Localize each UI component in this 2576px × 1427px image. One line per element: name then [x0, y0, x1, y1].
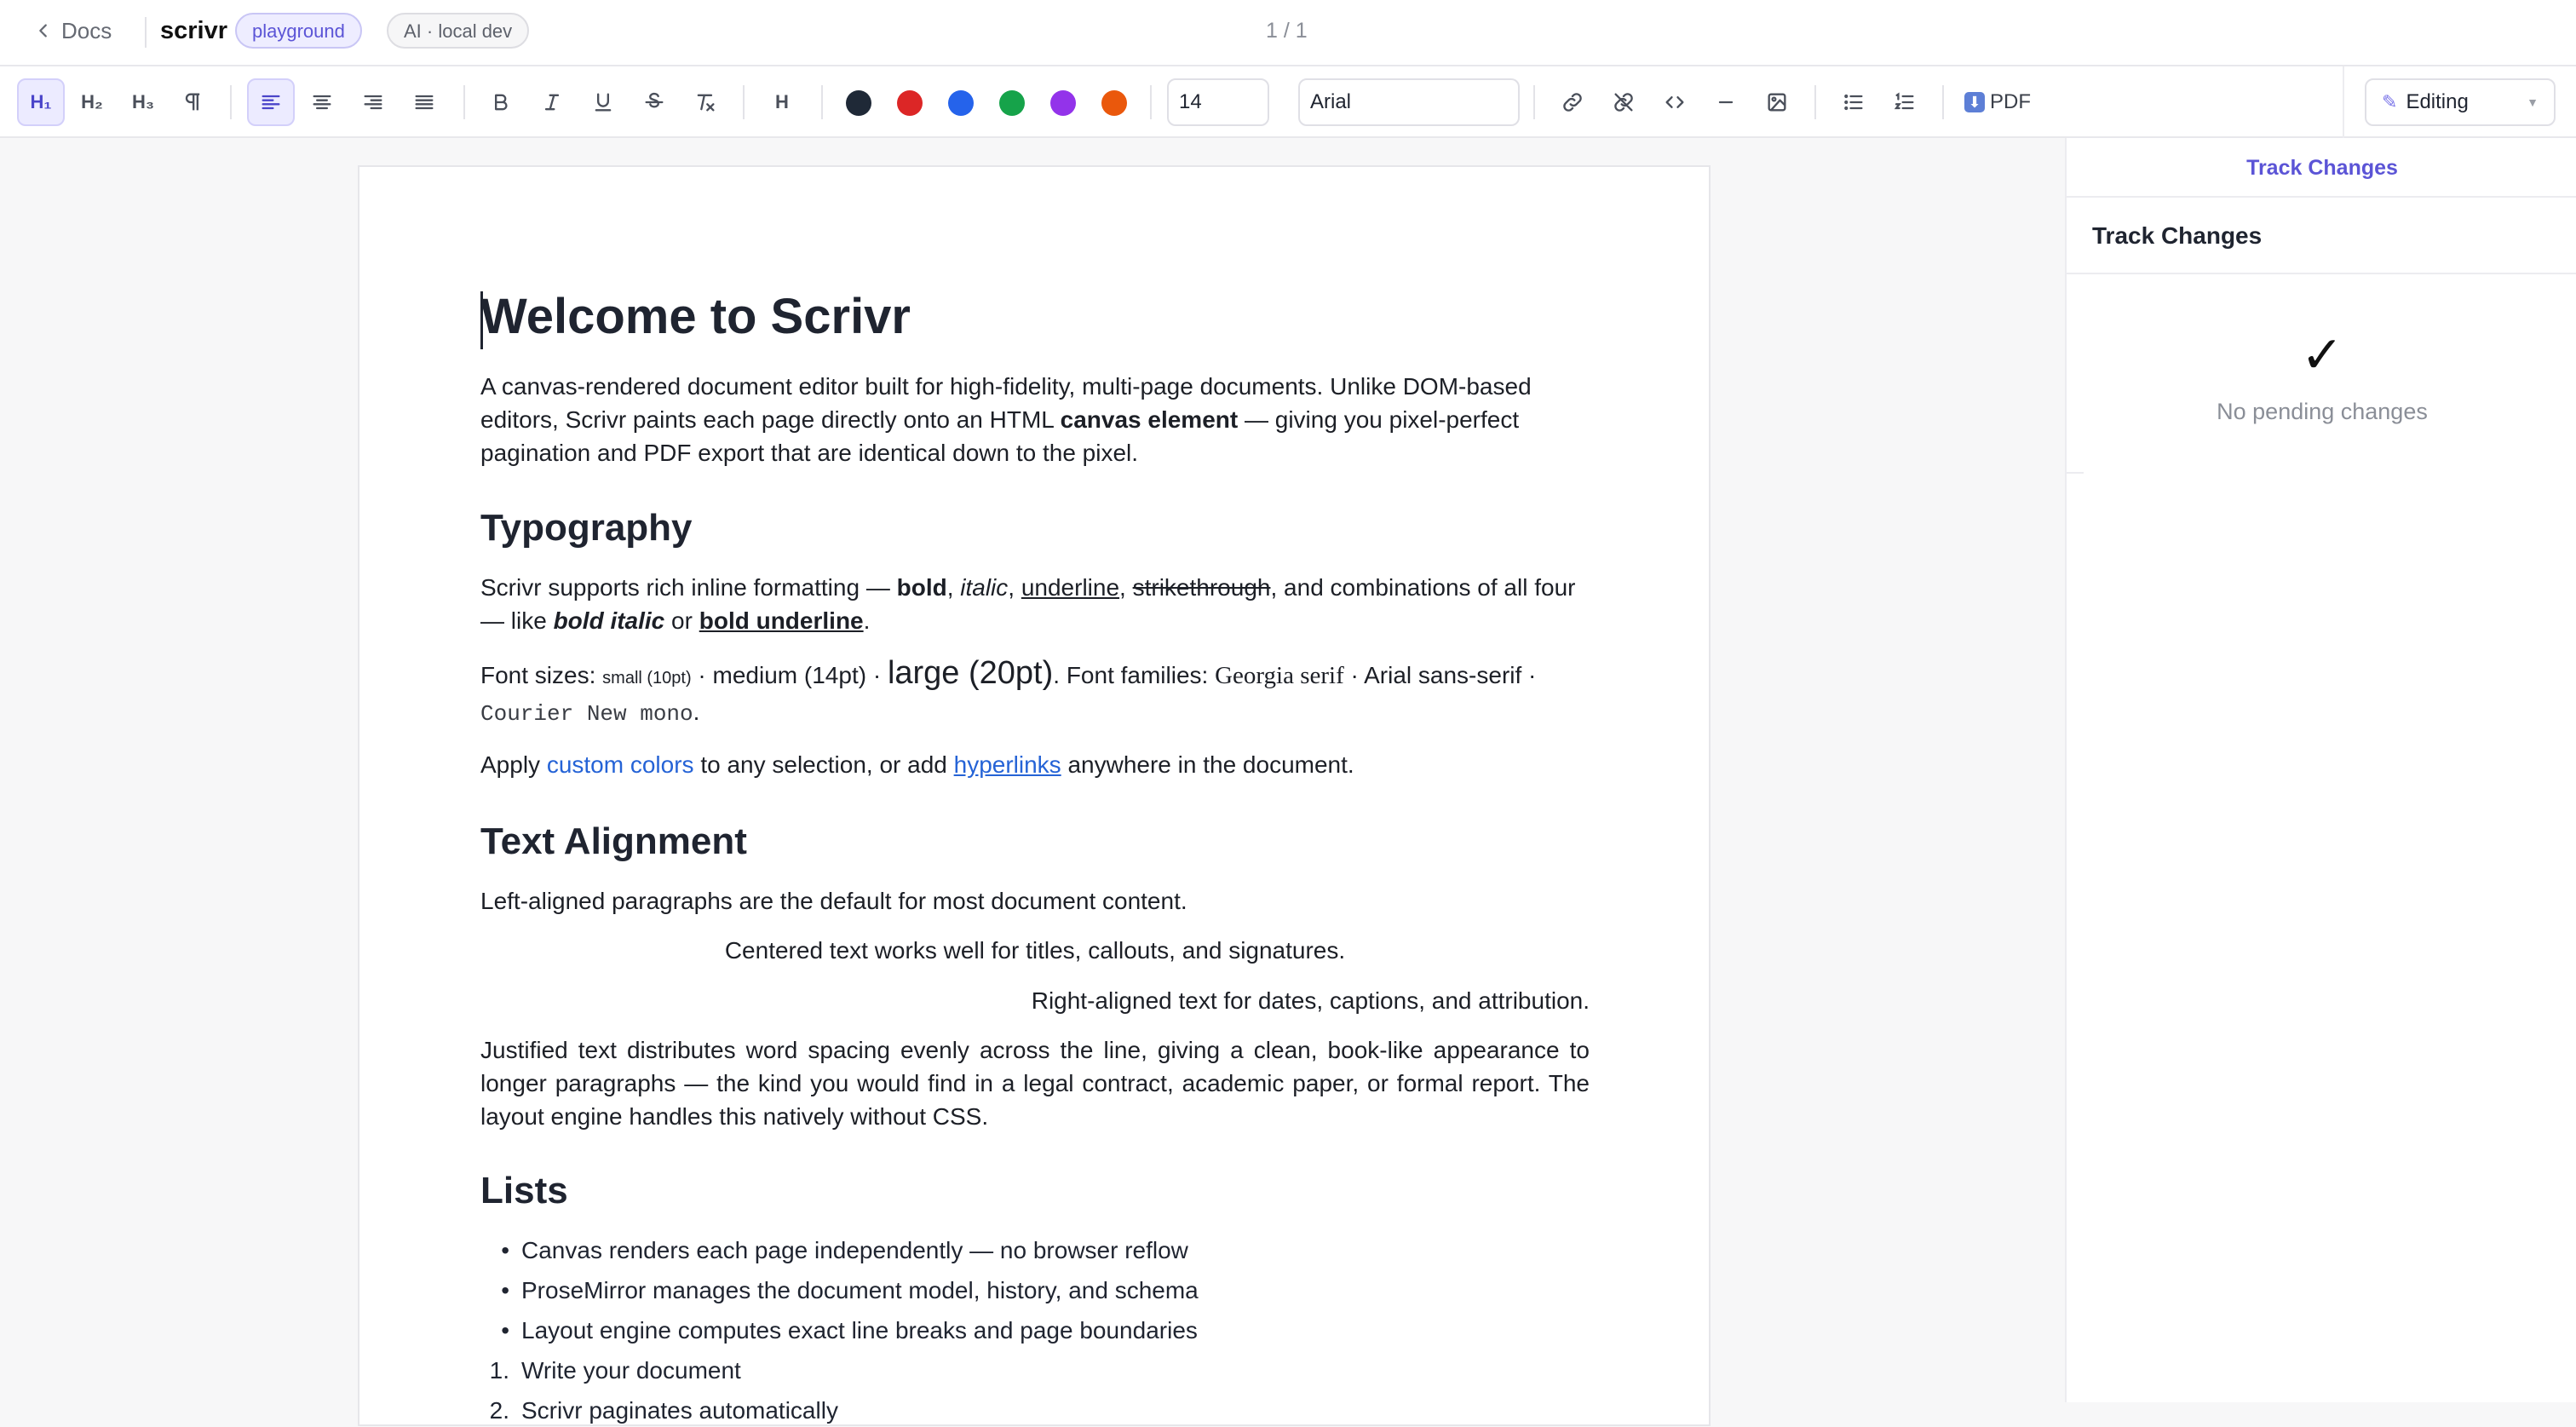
remove-link-button[interactable]	[1600, 78, 1647, 126]
page-indicator: 1 / 1	[1266, 19, 1308, 43]
italic-icon	[540, 90, 564, 114]
color-swatch-purple[interactable]	[1050, 90, 1076, 116]
divider	[2067, 472, 2084, 474]
align-center-icon	[310, 90, 334, 114]
text-run: .	[863, 607, 871, 634]
color-swatch-orange[interactable]	[1101, 90, 1127, 116]
align-justify-icon	[412, 90, 436, 114]
large-text: large (20pt)	[887, 655, 1054, 691]
horizontal-rule-icon	[1714, 90, 1738, 114]
formatting-toolbar	[0, 66, 2576, 138]
small-text: small (10pt)	[602, 669, 692, 688]
text-run: — giving you pixel-perfect pagination and PDF export that are identical down to the pixel.	[480, 406, 1520, 466]
toolbar-divider	[1150, 85, 1152, 119]
export-pdf-button[interactable]	[1964, 78, 2031, 126]
bold-underline-text: bold underline	[699, 607, 864, 634]
mono-text: Courier New mono	[480, 701, 693, 727]
text-run: or	[664, 607, 699, 634]
formatting-paragraph	[480, 571, 1590, 637]
download-icon: ⬇	[1964, 92, 1985, 112]
list-item	[480, 1394, 838, 1427]
text-run: · medium (14pt) ·	[691, 662, 888, 688]
app-brand: scrivr	[160, 17, 228, 44]
color-swatch-blue[interactable]	[948, 90, 974, 116]
pilcrow-icon	[181, 90, 204, 114]
bullet-marker: •	[501, 1317, 509, 1344]
toolbar-divider	[1942, 85, 1944, 119]
colored-text: custom colors	[546, 751, 694, 778]
list-item	[480, 1314, 1198, 1347]
text-run: , and combinations of all four — like	[480, 574, 1576, 634]
bullet-list-button[interactable]	[1830, 78, 1877, 126]
heading-lists: Lists	[480, 1170, 568, 1211]
toolbar-divider	[230, 85, 232, 119]
track-changes-panel	[2065, 138, 2576, 1402]
text-run: . Font families:	[1053, 662, 1216, 688]
toolbar-divider	[463, 85, 465, 119]
list-item-text: Scrivr paginates automatically	[521, 1397, 838, 1424]
pencil-icon: ✎	[2382, 91, 2398, 112]
playground-badge: playground	[235, 13, 362, 49]
empty-state-text: No pending changes	[2217, 399, 2428, 424]
strikethrough-button[interactable]	[630, 78, 678, 126]
text-run: ,	[946, 574, 961, 601]
pdf-label: PDF	[1990, 90, 2031, 113]
toolbar-divider	[1814, 85, 1816, 119]
text-run: A canvas-rendered document editor built for high-fidelity, multi-page documents. Unlike DOM-based editors, Scrivr paints each page directly onto an HTML	[480, 373, 1532, 433]
toolbar-divider	[2343, 66, 2344, 138]
color-swatch-black[interactable]	[846, 90, 871, 116]
unlink-icon	[1612, 90, 1636, 114]
text-run: Scrivr supports rich inline formatting —	[480, 574, 897, 601]
font-size-input[interactable]: 14	[1167, 78, 1269, 126]
divider	[145, 17, 147, 48]
back-to-docs-link[interactable]	[34, 14, 112, 48]
text-run: anywhere in the document.	[1061, 751, 1354, 778]
top-bar	[0, 0, 2576, 66]
clear-format-icon	[693, 90, 717, 114]
paragraph-button[interactable]	[169, 78, 216, 126]
heading-3-button[interactable]: H₃	[131, 91, 155, 112]
text-run: Apply	[480, 751, 547, 778]
bullet-list-icon	[1842, 90, 1866, 114]
heading-typography: Typography	[480, 507, 693, 549]
toolbar-divider	[1533, 85, 1535, 119]
italic-button[interactable]	[528, 78, 576, 126]
text-run: .	[693, 699, 700, 725]
link-icon	[1561, 90, 1584, 114]
strikethrough-text: strikethrough	[1132, 574, 1271, 601]
heading-2-button[interactable]: H₂	[81, 91, 103, 112]
heading-1-button[interactable]: H₁	[17, 78, 65, 126]
align-left-icon	[259, 90, 283, 114]
highlight-button[interactable]: H	[775, 91, 789, 112]
list-item-text: Write your document	[521, 1357, 741, 1384]
align-right-button[interactable]	[349, 78, 397, 126]
bold-button[interactable]	[477, 78, 525, 126]
image-icon	[1765, 90, 1789, 114]
bold-italic-text: bold italic	[553, 607, 665, 634]
list-item	[480, 1234, 1188, 1267]
bold-icon	[489, 90, 513, 114]
text-run: · Arial sans-serif ·	[1343, 662, 1537, 688]
italic-text: italic	[960, 574, 1009, 601]
toolbar-divider	[821, 85, 823, 119]
underline-text: underline	[1021, 574, 1120, 601]
text-run: ,	[1008, 574, 1021, 601]
bullet-marker: •	[501, 1237, 509, 1263]
align-center-button[interactable]	[298, 78, 346, 126]
number-marker: 2.	[489, 1397, 509, 1424]
colors-paragraph	[480, 748, 1590, 781]
align-justify-button[interactable]	[400, 78, 448, 126]
font-sizes-paragraph	[480, 657, 1590, 731]
text-run: to any selection, or add	[693, 751, 954, 778]
mode-label: Editing	[2406, 90, 2469, 113]
centered-paragraph: Centered text works well for titles, callouts, and signatures.	[724, 937, 1346, 964]
panel-heading: Track Changes	[2067, 198, 2576, 274]
text-run: Font sizes:	[480, 662, 603, 688]
list-item-text: ProseMirror manages the document model, history, and schema	[521, 1277, 1199, 1303]
editing-mode-select[interactable]	[2365, 78, 2556, 126]
left-aligned-paragraph: Left-aligned paragraphs are the default for most document content.	[480, 888, 1187, 914]
chevron-left-icon	[34, 21, 53, 40]
document-title: Welcome to Scrivr	[480, 289, 911, 344]
inline-code-button[interactable]	[1651, 78, 1699, 126]
clear-formatting-button[interactable]	[681, 78, 729, 126]
code-icon	[1663, 90, 1687, 114]
insert-link-button[interactable]	[1549, 78, 1596, 126]
list-item	[480, 1274, 1199, 1307]
underline-button[interactable]	[579, 78, 627, 126]
list-item-text: Canvas renders each page independently — no browser reflow	[521, 1237, 1188, 1263]
underline-icon	[591, 90, 615, 114]
back-label: Docs	[61, 17, 112, 43]
environment-badge: AI · local dev	[387, 13, 529, 49]
bold-text: canvas element	[1060, 406, 1239, 433]
document-page[interactable]	[358, 165, 1711, 1426]
list-item	[480, 1354, 741, 1387]
bold-text: bold	[896, 574, 947, 601]
list-item-text: Layout engine computes exact line breaks and page boundaries	[521, 1317, 1198, 1344]
font-family-select[interactable]: Arial	[1298, 78, 1520, 126]
align-right-icon	[361, 90, 385, 114]
justified-paragraph: Justified text distributes word spacing evenly across the line, giving a clean, book-like appearance to longer paragraphs — the kind you would find in a legal contract, academic paper, or formal report. The layout engine handles this natively without CSS.	[480, 1037, 1590, 1130]
serif-text: Georgia serif	[1215, 662, 1344, 689]
checkmark-icon: ✓	[2300, 326, 2344, 383]
numbered-list-icon	[1893, 90, 1917, 114]
horizontal-rule-button[interactable]	[1702, 78, 1750, 126]
insert-image-button[interactable]	[1753, 78, 1801, 126]
intro-paragraph	[480, 370, 1590, 469]
strikethrough-icon	[642, 90, 666, 114]
bullet-marker: •	[501, 1277, 509, 1303]
chevron-down-icon: ▼	[2527, 95, 2539, 109]
heading-text-alignment: Text Alignment	[480, 820, 747, 862]
right-aligned-paragraph: Right-aligned text for dates, captions, and attribution.	[1031, 987, 1590, 1014]
numbered-list-button[interactable]	[1881, 78, 1929, 126]
number-marker: 1.	[489, 1357, 509, 1384]
align-left-button[interactable]	[247, 78, 295, 126]
text-run: ,	[1119, 574, 1133, 601]
color-swatch-red[interactable]	[897, 90, 923, 116]
toolbar-divider	[743, 85, 745, 119]
hyperlink[interactable]: hyperlinks	[953, 751, 1061, 778]
color-swatch-green[interactable]	[999, 90, 1025, 116]
tab-track-changes[interactable]: Track Changes	[2067, 138, 2576, 198]
